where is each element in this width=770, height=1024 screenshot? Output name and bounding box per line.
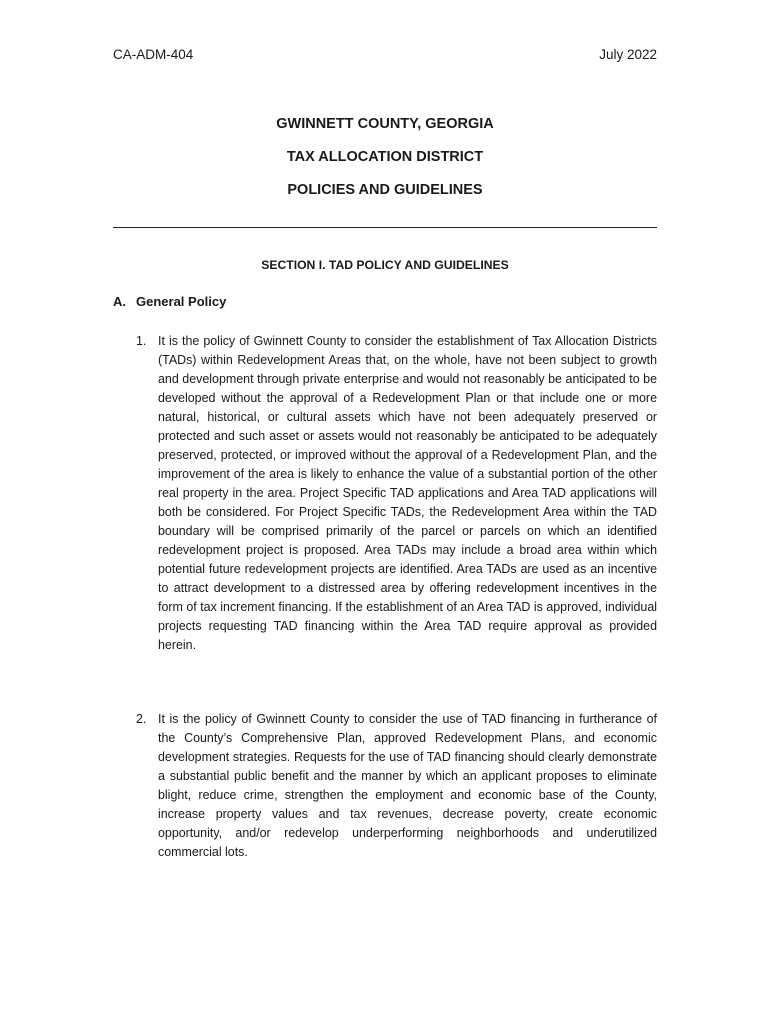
title-divider <box>113 227 657 228</box>
policy-item <box>136 710 657 862</box>
policy-item <box>136 332 657 655</box>
policy-item-text: It is the policy of Gwinnett County to consider the use of TAD financing in furtherance of the County’s Comprehensive Plan, approved Redevelopment Plans, and economic development strategies. Requests for the use of TAD financing should clearly demonstrate a substantial public benefit and the manner by which an applicant proposes to eliminate blight, reduce crime, strengthen the employment and economic base of the County, increase property values and tax revenues, decrease poverty, create economic opportunity, and/or redevelop underperforming neighborhoods and underutilized commercial lots. <box>158 712 657 859</box>
policy-item-number: 1. <box>136 334 147 348</box>
document-date: July 2022 <box>599 47 657 62</box>
policy-item-text: It is the policy of Gwinnett County to consider the establishment of Tax Allocation Districts (TADs) within Redevelopment Areas that, on the whole, have not been subject to growth and development through private enterprise and would not reasonably be anticipated to be developed without the approval of a Redevelopment Plan or that include one or more natural, historical, or cultural assets which have not been adequately preserved or protected and such asset or assets would not reasonably be anticipated to be adequately preserved, protected, or improved without the approval of a Redevelopment Plan, and the improvement of the area is likely to enhance the value of a substantial portion of the other real property in the area. Project Specific TAD applications and Area TAD applications will both be considered. For Project Specific TADs, the Redevelopment Area within the TAD boundary will be comprised primarily of the parcel or parcels on which an identified redevelopment project is proposed. Area TADs may include a broad area within which potential future redevelopment projects are identified. Area TADs are used as an incentive to attract development to a distressed area by offering redevelopment incentives in the form of tax increment financing. If the establishment of an Area TAD is approved, individual projects requesting TAD financing within the Area TAD require approval as provided herein. <box>158 334 657 652</box>
document-code: CA-ADM-404 <box>113 47 194 62</box>
document-title <box>113 114 657 213</box>
title-county: GWINNETT COUNTY, GEORGIA <box>276 116 494 132</box>
subsection-title: General Policy <box>136 294 227 309</box>
section-heading: SECTION I. TAD POLICY AND GUIDELINES <box>261 258 509 272</box>
title-policies: POLICIES AND GUIDELINES <box>287 182 483 198</box>
title-district: TAX ALLOCATION DISTRICT <box>286 149 484 165</box>
subsection-letter: A. <box>113 294 126 309</box>
subsection-heading <box>113 294 226 309</box>
policy-item-number: 2. <box>136 712 147 726</box>
